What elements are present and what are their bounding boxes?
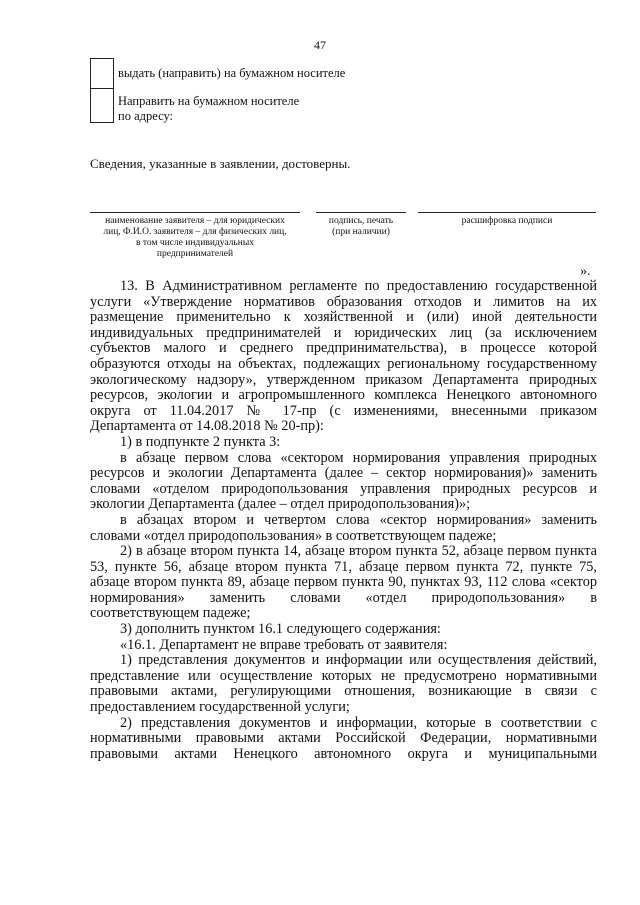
page-number: 47: [314, 38, 326, 52]
signature-sign-line: [316, 212, 406, 213]
sign-caption-line: (при наличии): [332, 227, 390, 237]
name-caption-line: наименование заявителя – для юридических: [105, 216, 285, 226]
paragraph-16-1-item-2: 2) представления документов и информации, которые в соответствии с нормативными правовыми актами Российской Федерации, нормативными правовыми актами Ненецкого автономного округа и муниципальными: [90, 714, 597, 762]
paragraph-subitem-2: 2) в абзаце втором пункта 14, абзаце втором пункта 52, абзаце первом пункта 53, пункте 56, абзаце втором пункта 71, абзаце первом пункта 72, пункте 75, абзаце втором пункта 89, абзаце первом пункта 90, пунктах 93, 112 слова «сектор нормирования» заменить словами «отдел природопользования» в соответствующем падеже;: [90, 543, 597, 622]
option-label-paper-issue: выдать (направить) на бумажном носителе: [118, 66, 346, 80]
body-text: [90, 279, 597, 762]
name-caption-line: в том числе индивидуальных: [136, 238, 254, 248]
name-caption-line: лиц, Ф.И.О. заявителя – для физических лиц,: [103, 227, 287, 237]
signature-decode-line: [418, 212, 596, 213]
closing-quote-mark: ».: [580, 264, 591, 279]
decode-caption: расшифровка подписи: [461, 216, 553, 226]
sign-caption-line: подпись, печать: [328, 216, 394, 226]
name-caption: [88, 216, 302, 260]
checkbox-paper-issue[interactable]: [90, 58, 114, 89]
paragraph-abzac-second-fourth: в абзацах втором и четвертом слова «сектор нормирования» заменить словами «отдел природопользования» в соответствующем падеже;: [90, 511, 597, 544]
sign-caption: [310, 216, 412, 238]
signature-name-line: [90, 212, 300, 213]
option-label-paper-address-line1: Направить на бумажном носителе: [118, 94, 300, 108]
paragraph-subitem-3: 3) дополнить пунктом 16.1 следующего содержания:: [120, 621, 441, 638]
paragraph-subitem-1: 1) в подпункте 2 пункта 3:: [120, 433, 281, 450]
statement-text: Сведения, указанные в заявлении, достоверны.: [90, 156, 351, 171]
option-label-paper-address-line2: по адресу:: [118, 109, 174, 123]
paragraph-abzac-first: в абзаце первом слова «сектором нормирования управления природных ресурсов и экологии Департамента (далее – сектор нормирования)» заменить словами «отделом природопользования управления природных ресурсов и экологии Департамента (далее – отдел природопользования)»;: [90, 449, 597, 513]
paragraph-amendment-13: 13. В Административном регламенте по предоставлению государственной услуги «Утверждение нормативов образования отходов и лимитов на их размещение применительно к хозяйственной и (или) иной деятельности индивидуальных предпринимателей и юридических лиц (за исключением субъектов малого и среднего предпринимательства), в процессе которой образуются отходы на объектах, подлежащих региональному государственному экологическому надзору», утвержденном приказом Департамента природных ресурсов, экологии и агропромышленного комплекса Ненецкого автономного округа от 11.04.2017 № 17-пр (с изменениями, внесенными приказом Департамента от 14.08.2018 № 20-пр):: [90, 278, 597, 435]
paragraph-16-1-item-1: 1) представления документов и информации или осуществления действий, представление или осуществление которых не предусмотрено нормативными правовыми актами, регулирующими отношения, возникающие в связи с предоставлением государственной услуги;: [90, 652, 597, 716]
checkbox-paper-address[interactable]: [90, 88, 114, 123]
paragraph-16-1: «16.1. Департамент не вправе требовать от заявителя:: [120, 636, 448, 653]
name-caption-line: предпринимателей: [156, 249, 234, 259]
